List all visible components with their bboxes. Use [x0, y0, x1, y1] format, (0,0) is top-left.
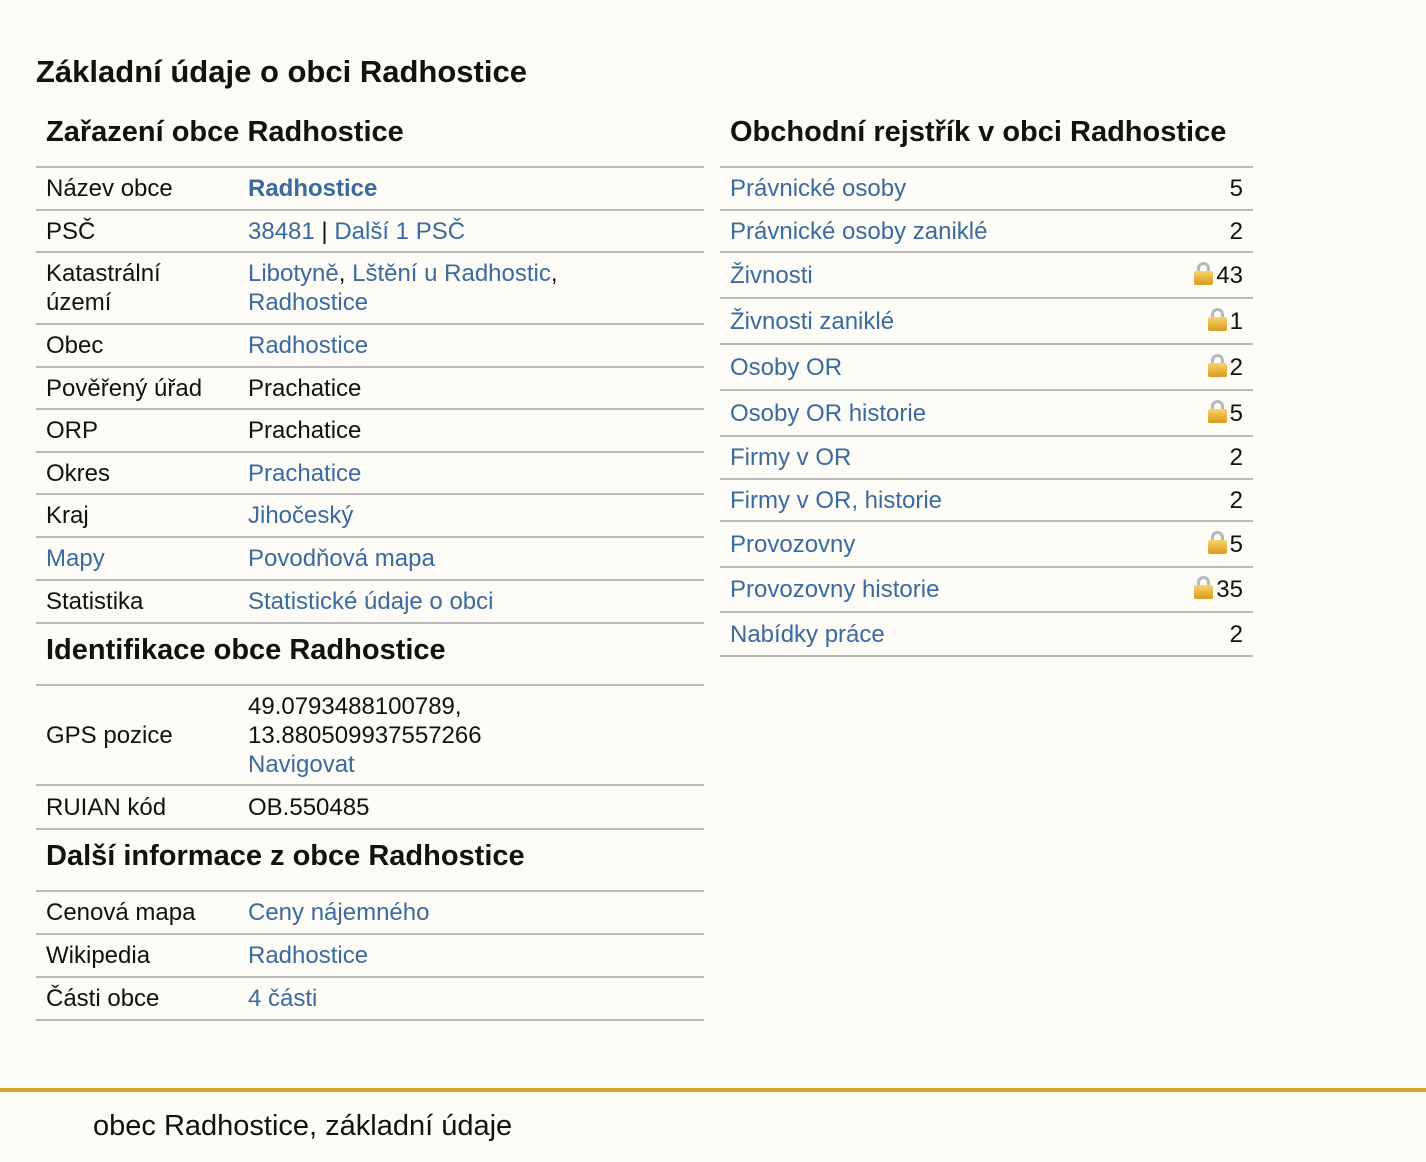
zarazeni-table	[36, 168, 704, 624]
table-row	[36, 210, 704, 252]
table-row	[720, 567, 1253, 612]
table-row	[36, 892, 704, 934]
table-row	[720, 479, 1253, 521]
rejstrik-item-link[interactable]: Právnické osoby	[730, 175, 907, 202]
rejstrik-item-link[interactable]: Živnosti zaniklé	[730, 307, 895, 335]
rejstrik-item-link[interactable]: Osoby OR historie	[730, 399, 927, 427]
gps-latitude: 49.0793488100789,	[248, 692, 462, 720]
rejstrik-item-link[interactable]: Živnosti	[730, 261, 813, 289]
obec-name-link[interactable]: Radhostice	[248, 175, 378, 202]
table-row	[720, 344, 1253, 390]
table-row	[36, 409, 704, 452]
psc-separator: |	[321, 217, 328, 245]
katastr-link-libotyne[interactable]: Libotyně	[248, 260, 339, 287]
rejstrik-count: 1	[1229, 307, 1243, 335]
rejstrik-heading: Obchodní rejstřík v obci Radhostice	[720, 108, 1253, 168]
row-label: Wikipedia	[36, 934, 238, 977]
navigovat-link[interactable]: Navigovat	[248, 750, 355, 778]
lock-icon	[1193, 262, 1214, 284]
obec-link[interactable]: Radhostice	[248, 332, 369, 359]
rejstrik-count: 2	[1229, 444, 1243, 471]
table-row	[36, 367, 704, 409]
rejstrik-count: 5	[1229, 175, 1243, 202]
rejstrik-count: 5	[1229, 399, 1243, 427]
row-label: Statistika	[36, 580, 238, 623]
kraj-link[interactable]: Jihočeský	[248, 502, 354, 529]
rejstrik-item-link[interactable]: Provozovny historie	[730, 576, 940, 603]
left-column	[36, 108, 704, 1021]
row-label: Pověřený úřad	[36, 367, 238, 409]
rejstrik-item-link[interactable]: Nabídky práce	[730, 620, 885, 648]
row-label: PSČ	[36, 210, 238, 252]
row-label: Cenová mapa	[36, 892, 238, 934]
zarazeni-heading: Zařazení obce Radhostice	[36, 108, 704, 168]
poverany-value: Prachatice	[238, 367, 704, 409]
rejstrik-count: 2	[1229, 620, 1243, 648]
statistika-link[interactable]: Statistické údaje o obci	[248, 588, 494, 615]
rejstrik-item-link[interactable]: Firmy v OR	[730, 444, 852, 471]
table-row	[720, 521, 1253, 567]
table-row	[720, 252, 1253, 298]
row-label: ORP	[36, 409, 238, 452]
identifikace-heading: Identifikace obce Radhostice	[36, 624, 704, 686]
wikipedia-link[interactable]: Radhostice	[248, 942, 369, 969]
footer-divider	[0, 1088, 1426, 1092]
rejstrik-count: 2	[1229, 217, 1243, 245]
table-row	[36, 580, 704, 623]
table-row	[720, 390, 1253, 436]
row-label: Okres	[36, 452, 238, 494]
table-row: Katastrální území Libotyně, Lštění u Radhostic, Radhostice	[36, 252, 704, 324]
lock-icon	[1207, 308, 1228, 330]
table-row	[36, 686, 704, 785]
mapy-link[interactable]: Mapy	[46, 545, 105, 572]
table-row	[36, 494, 704, 537]
rejstrik-item-link[interactable]: Provozovny	[730, 530, 856, 558]
katastr-link-radhostice[interactable]: Radhostice	[248, 289, 369, 316]
table-row	[720, 298, 1253, 344]
rejstrik-count: 2	[1229, 353, 1243, 381]
rejstrik-count: 43	[1216, 261, 1243, 289]
ceny-najemneho-link[interactable]: Ceny nájemného	[248, 899, 430, 926]
lock-icon	[1207, 354, 1228, 376]
rejstrik-item-link[interactable]: Osoby OR	[730, 353, 843, 381]
dalsi-table	[36, 892, 704, 1021]
table-row	[720, 210, 1253, 252]
povodnova-mapa-link[interactable]: Povodňová mapa	[248, 545, 435, 572]
lock-icon	[1207, 400, 1228, 422]
right-column	[720, 108, 1253, 657]
page-title: Základní údaje o obci Radhostice	[36, 54, 527, 89]
lock-icon	[1193, 576, 1214, 598]
orp-value: Prachatice	[238, 409, 704, 452]
table-row	[36, 168, 704, 210]
table-row	[36, 977, 704, 1020]
row-label: Obec	[36, 324, 238, 367]
psc-link[interactable]: 38481	[248, 217, 315, 245]
table-row	[720, 168, 1253, 210]
identifikace-table	[36, 686, 704, 830]
okres-link[interactable]: Prachatice	[248, 459, 362, 487]
rejstrik-count: 35	[1216, 576, 1243, 603]
gps-longitude: 13.880509937557266	[248, 721, 482, 749]
rejstrik-count: 5	[1229, 530, 1243, 558]
row-label: Kraj	[36, 494, 238, 537]
row-label: Katastrální území	[36, 252, 238, 324]
table-row	[720, 436, 1253, 479]
table-row	[36, 537, 704, 580]
table-row	[720, 612, 1253, 656]
row-label: Název obce	[36, 168, 238, 210]
rejstrik-count: 2	[1229, 486, 1243, 514]
dalsi-heading: Další informace z obce Radhostice	[36, 830, 704, 892]
table-row	[36, 785, 704, 829]
table-row	[36, 934, 704, 977]
footer-text: obec Radhostice, základní údaje	[93, 1110, 513, 1142]
katastr-link-lsteni[interactable]: Lštění u Radhostic	[352, 260, 551, 287]
row-label: RUIAN kód	[36, 785, 238, 829]
more-psc-link[interactable]: Další 1 PSČ	[334, 217, 466, 245]
row-label: GPS pozice	[36, 686, 238, 785]
table-row	[36, 452, 704, 494]
rejstrik-item-link[interactable]: Právnické osoby zaniklé	[730, 217, 988, 245]
row-label: Části obce	[36, 977, 238, 1020]
rejstrik-item-link[interactable]: Firmy v OR, historie	[730, 486, 943, 514]
ruian-value: OB.550485	[238, 785, 704, 829]
casti-obce-link[interactable]: 4 části	[248, 985, 318, 1012]
table-row	[36, 324, 704, 367]
lock-icon	[1207, 531, 1228, 553]
rejstrik-table	[720, 168, 1253, 657]
